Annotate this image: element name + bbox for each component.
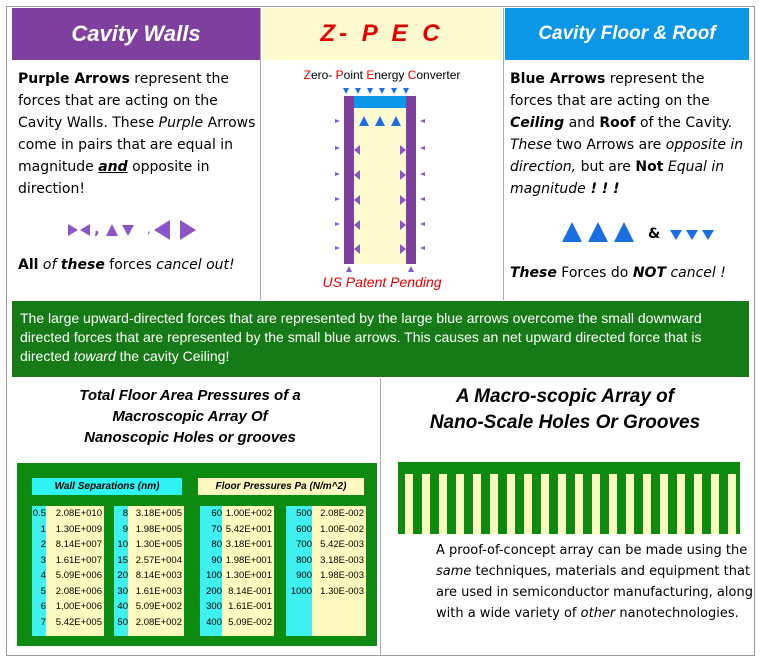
table-cell: 100: [206, 570, 222, 581]
groove-slot: [694, 474, 702, 534]
text: Roof: [599, 115, 636, 131]
table-cell: 700: [296, 539, 312, 550]
text: All: [18, 257, 39, 273]
zpec-cavity-diagram: [326, 86, 442, 276]
table-cell: 90: [211, 554, 222, 566]
table-cell: 40: [117, 601, 128, 612]
text: the cavity Ceiling!: [115, 348, 230, 364]
table-cell: 80: [211, 539, 222, 550]
table-cell: 2.08E+002: [135, 616, 182, 628]
table-cell: 1.30E-003: [320, 585, 364, 597]
text: onverter: [416, 68, 461, 82]
groove-slot: [405, 474, 413, 534]
text: forces: [104, 257, 157, 273]
title-line: Total Floor Area Pressures of a: [79, 387, 301, 404]
table-cell: 1.00E-002: [320, 523, 364, 535]
divider: [380, 378, 381, 656]
text: E: [366, 68, 375, 82]
text: these: [60, 257, 105, 273]
groove-slot: [728, 474, 736, 534]
purple-arrows-icon: [68, 218, 208, 242]
table-cell: 3.18E+005: [135, 508, 182, 519]
text: C: [407, 68, 417, 82]
separator: ,: [94, 220, 100, 238]
title-line: Macroscopic Array Of: [112, 408, 268, 425]
table-cell: 30: [117, 585, 128, 597]
table-cell: 5.09E+006: [55, 570, 102, 581]
text: but are: [576, 159, 636, 175]
title-line: Nano-Scale Holes Or Grooves: [429, 412, 701, 433]
groove-slot: [711, 474, 719, 534]
text: represent the forces that are acting on the Cavity Walls. These: [18, 71, 230, 131]
text: Equal in magnitude: [510, 159, 725, 197]
left-description: [18, 68, 258, 200]
table-cell: 5: [40, 585, 46, 597]
table-cell: 1.30E+005: [135, 539, 182, 550]
cancel-out-text: [18, 254, 258, 276]
text: oint: [343, 68, 367, 82]
text: Blue Arrows: [510, 71, 606, 87]
table-cell: 1: [40, 523, 46, 535]
right-description: [510, 68, 750, 200]
nano-array-title: [400, 384, 730, 436]
text: Arrows come in pairs that are equal in magnitude: [18, 115, 256, 175]
groove-slot: [660, 474, 668, 534]
text: A proof-of-concept array can be made using the: [436, 543, 748, 558]
proof-of-concept-text: [436, 540, 756, 624]
table-cell: 8: [122, 508, 128, 519]
purple-arrow-pairs: [68, 218, 208, 246]
groove-slot: [490, 474, 498, 534]
table-cell: 4: [40, 570, 46, 581]
purple-arrows-label: Purple Arrows: [18, 71, 130, 87]
table-cell: 3.18E+001: [225, 539, 272, 550]
table-cell: 50: [117, 616, 128, 628]
groove-slot: [626, 474, 634, 534]
table-cell: 8.14E+003: [135, 570, 182, 581]
text: and: [98, 159, 128, 175]
grooves-array-illustration: [398, 462, 740, 534]
table-cell: 1.98E-003: [320, 570, 364, 581]
table-cell: 3.18E-003: [320, 554, 364, 566]
text: ero-: [310, 68, 336, 82]
patent-pending: US Patent Pending: [322, 274, 442, 290]
text: Z: [303, 68, 311, 82]
text: toward: [73, 348, 116, 364]
groove-slot: [456, 474, 464, 534]
table-col-sep: [286, 506, 312, 636]
text: The large upward-directed forces that are represented by the large blue arrows overcome the small downward directed forces that are represented by the small blue arrows. This causes an net upward directed force that is directed: [20, 310, 702, 364]
floor-pressures-header: Floor Pressures Pa (N/m^2): [198, 478, 364, 495]
table-cell: 5.42E+001: [225, 523, 272, 535]
table-cell: 1.00E+006: [55, 601, 102, 612]
table-cell: 10: [117, 539, 128, 550]
ampersand: &: [648, 226, 661, 242]
table-cell: 70: [211, 523, 222, 535]
table-cell: 1.61E+007: [55, 554, 102, 566]
table-cell: 5.09E-002: [228, 616, 272, 628]
text: P: [335, 68, 344, 82]
table-cell: 2.08E+010: [55, 508, 102, 519]
table-cell: 1000: [290, 585, 312, 597]
text: same: [436, 564, 472, 579]
table-cell: 400: [206, 616, 222, 628]
text: of the Cavity.: [635, 115, 733, 131]
table-cell: 8.14E-001: [228, 585, 272, 597]
text: Not: [635, 159, 664, 175]
text: of: [38, 257, 61, 273]
text: and: [564, 115, 600, 131]
table-cell: 200: [206, 585, 222, 597]
text: These: [510, 265, 557, 281]
table-col-val: [46, 506, 104, 636]
text: nergy: [374, 68, 408, 82]
groove-slot: [609, 474, 617, 534]
zpec-full-title: [262, 68, 502, 82]
table-cell: 8.14E+007: [55, 539, 102, 550]
table-cell: 900: [296, 570, 312, 581]
table-col-val: [312, 506, 366, 636]
text: represent the forces that are acting on the: [510, 71, 710, 109]
text: other: [580, 606, 616, 621]
table-col-sep: [200, 506, 222, 636]
text: two Arrows are: [551, 137, 666, 153]
text: opposite in direction,: [510, 137, 744, 175]
text: opposite in direction!: [18, 159, 210, 197]
table-col-sep: [32, 506, 46, 636]
header-cavity-floor-roof: Cavity Floor & Roof: [505, 8, 749, 60]
blue-arrows-icon: [562, 220, 732, 244]
floor-pressures-title: [30, 385, 350, 448]
table-cell: 1.00E+002: [225, 508, 272, 519]
wall-separations-header: Wall Separations (nm): [32, 478, 182, 495]
groove-slot: [575, 474, 583, 534]
text: NOT: [632, 265, 666, 281]
table-cell: 1.98E+005: [135, 523, 182, 535]
table-cell: 0.5: [32, 508, 46, 519]
table-cell: 1.98E+001: [225, 554, 272, 566]
table-col-val: [128, 506, 184, 636]
table-cell: 3: [40, 554, 46, 566]
text: nanotechnologies.: [615, 606, 739, 621]
table-cell: 1.61E+003: [135, 585, 182, 597]
divider: [260, 8, 261, 300]
table-cell: 600: [296, 523, 312, 535]
text: Ceiling: [510, 115, 565, 131]
groove-slot: [473, 474, 481, 534]
header-zpec: Z- P E C: [262, 8, 502, 60]
table-cell: 6: [40, 601, 46, 612]
table-cell: 1.30E+001: [225, 570, 272, 581]
groove-slot: [643, 474, 651, 534]
groove-slot: [592, 474, 600, 534]
table-cell: 5.42E-003: [320, 539, 364, 550]
title-line: Nanoscopic Holes or grooves: [84, 429, 296, 446]
groove-slot: [524, 474, 532, 534]
table-cell: 2.08E+006: [55, 585, 102, 597]
table-cell: 1.30E+009: [55, 523, 102, 535]
text: Purple: [158, 115, 204, 131]
groove-slot: [677, 474, 685, 534]
table-cell: 500: [296, 508, 312, 519]
table-cell: 9: [122, 523, 128, 535]
divider: [503, 8, 504, 300]
text: cancel !: [666, 265, 726, 281]
table-col-val: [222, 506, 274, 636]
table-col-sep: [114, 506, 128, 636]
groove-slot: [558, 474, 566, 534]
text: techniques, materials and equipment that are used in semiconductor manufacturing, along with a wide variety of: [436, 564, 753, 621]
text: ! ! !: [585, 181, 620, 197]
header-cavity-walls: Cavity Walls: [12, 8, 260, 60]
groove-slot: [422, 474, 430, 534]
text: These: [510, 137, 552, 153]
net-force-explanation: [12, 301, 749, 377]
groove-slot: [541, 474, 549, 534]
groove-slot: [439, 474, 447, 534]
groove-slot: [507, 474, 515, 534]
title-line: A Macro-scopic Array of: [455, 386, 675, 407]
text: Forces do: [556, 265, 633, 281]
table-cell: 300: [206, 601, 222, 612]
not-cancel-text: [510, 262, 755, 284]
table-cell: 2.08E-002: [320, 508, 364, 519]
table-cell: 20: [117, 570, 128, 581]
table-cell: 60: [211, 508, 222, 519]
table-cell: 7: [40, 616, 46, 628]
table-cell: 5.42E+005: [55, 616, 102, 628]
table-cell: 1.61E-001: [228, 601, 272, 612]
separator: ,: [147, 222, 151, 236]
table-cell: 2.57E+004: [135, 554, 182, 566]
table-cell: 2: [40, 539, 46, 550]
text: cancel out!: [156, 257, 235, 273]
table-cell: 15: [117, 554, 128, 566]
table-cell: 5.09E+002: [135, 601, 182, 612]
table-cell: 800: [296, 554, 312, 566]
